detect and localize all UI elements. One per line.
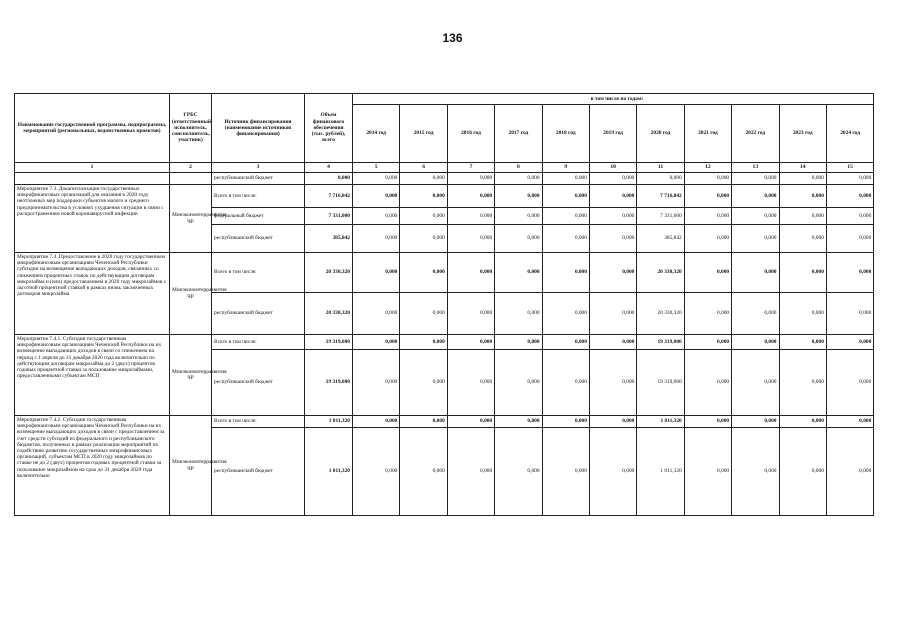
value-cell: 0,000 (589, 350, 636, 416)
value-cell: 385,842 (637, 225, 684, 253)
value-cell: 0,000 (826, 185, 873, 208)
column-number: 2 (170, 163, 212, 173)
value-cell: 0,000 (542, 185, 589, 208)
table-row (15, 416, 874, 428)
value-cell: 0,000 (779, 416, 826, 428)
value-cell: 0,000 (400, 428, 447, 516)
column-number: 11 (637, 163, 684, 173)
value-cell: 0,000 (779, 335, 826, 350)
value-cell: 0,000 (826, 173, 873, 185)
column-number: 13 (732, 163, 779, 173)
grbs-cell: Минэкономтерразвития ЧР (170, 416, 212, 516)
header-year: 2024 год (826, 105, 873, 163)
value-cell: 0,000 (495, 293, 542, 335)
column-number: 9 (542, 163, 589, 173)
source-cell: республиканский бюджет (212, 293, 305, 335)
value-cell: 0,000 (684, 416, 731, 428)
value-cell: 0,000 (779, 173, 826, 185)
value-cell: 0,000 (589, 293, 636, 335)
table-row (15, 335, 874, 350)
value-cell: 0,000 (495, 185, 542, 208)
value-cell: 0,000 (684, 253, 731, 293)
value-cell: 0,000 (542, 350, 589, 416)
header-year: 2019 год (589, 105, 636, 163)
value-cell: 0,000 (826, 335, 873, 350)
column-number: 3 (212, 163, 305, 173)
value-cell: 0,000 (826, 208, 873, 225)
value-cell: 0,000 (400, 253, 447, 293)
header-name: Наименование государственной программы, подпрограммы, мероприятий (региональных, ведомственных проектов) (15, 94, 170, 163)
value-cell: 0,000 (589, 185, 636, 208)
value-cell: 0,000 (400, 185, 447, 208)
source-cell: республиканский бюджет (212, 173, 305, 185)
column-number: 14 (779, 163, 826, 173)
value-cell: 0,000 (542, 253, 589, 293)
grbs-cell: Минэкономтерразвития ЧР (170, 185, 212, 253)
value-cell: 0,000 (589, 208, 636, 225)
value-cell: 0,000 (495, 173, 542, 185)
value-cell: 1 011,320 (637, 416, 684, 428)
value-cell: 0,000 (779, 208, 826, 225)
column-number: 1 (15, 163, 170, 173)
value-cell: 0,000 (732, 428, 779, 516)
value-cell: 0,000 (353, 416, 400, 428)
value-cell: 0,000 (826, 416, 873, 428)
value-cell: 0,000 (542, 225, 589, 253)
value-cell: 0,000 (732, 416, 779, 428)
value-cell: 20 330,320 (637, 253, 684, 293)
value-cell: 0,000 (779, 225, 826, 253)
value-cell: 0,000 (353, 293, 400, 335)
column-number: 15 (826, 163, 873, 173)
value-cell: 0,000 (447, 185, 494, 208)
value-cell: 0,000 (779, 293, 826, 335)
value-cell: 0,000 (353, 208, 400, 225)
value-cell: 0,000 (826, 225, 873, 253)
value-cell: 0,000 (353, 173, 400, 185)
value-cell: 0,000 (589, 335, 636, 350)
value-cell: 0,000 (826, 293, 873, 335)
value-cell: 0,000 (447, 293, 494, 335)
total-cell: 19 319,000 (305, 335, 353, 350)
total-cell: 7 716,842 (305, 185, 353, 208)
value-cell: 0,000 (637, 173, 684, 185)
grbs-cell: Минэкономтерразвития ЧР (170, 253, 212, 335)
name-cell (15, 173, 170, 185)
value-cell: 0,000 (542, 416, 589, 428)
source-cell: республиканский бюджет (212, 428, 305, 516)
value-cell: 0,000 (353, 253, 400, 293)
measure-name: Мероприятие 7.4. Предоставление в 2020 году государственным микрофинансовым организациям Чеченской Республики субсидии на возмещение выпадающих доходов, связанных со снижением процентных ставок по действующим договорам микрозайма и (или) предоставлением в 2020 году микрозаймов с льготной процентной ставкой в рамках вновь заключенных договоров микрозайма (15, 253, 170, 335)
header-year: 2023 год (779, 105, 826, 163)
value-cell: 0,000 (732, 253, 779, 293)
value-cell: 7 331,000 (637, 208, 684, 225)
budget-table (14, 93, 874, 516)
table-row (15, 185, 874, 208)
header-grbs: ГРБС (ответственный исполнитель, соисполнитель, участник) (170, 94, 212, 163)
value-cell: 0,000 (447, 173, 494, 185)
grbs-cell: Минэкономтерразвития ЧР (170, 335, 212, 416)
value-cell: 0,000 (732, 208, 779, 225)
value-cell: 0,000 (447, 416, 494, 428)
value-cell: 0,000 (495, 428, 542, 516)
value-cell: 0,000 (495, 350, 542, 416)
value-cell: 0,000 (447, 253, 494, 293)
total-cell: 20 330,320 (305, 293, 353, 335)
value-cell: 0,000 (732, 335, 779, 350)
value-cell: 0,000 (400, 416, 447, 428)
value-cell: 0,000 (400, 335, 447, 350)
value-cell: 0,000 (732, 185, 779, 208)
source-cell: Всего в том числе: (212, 335, 305, 350)
value-cell: 0,000 (542, 293, 589, 335)
value-cell: 0,000 (447, 225, 494, 253)
value-cell: 0,000 (495, 208, 542, 225)
table-row (15, 173, 874, 185)
total-cell: 19 319,000 (305, 350, 353, 416)
value-cell: 0,000 (400, 173, 447, 185)
total-cell: 0,000 (305, 173, 353, 185)
total-cell: 1 011,320 (305, 416, 353, 428)
value-cell: 7 716,842 (637, 185, 684, 208)
value-cell: 0,000 (353, 350, 400, 416)
header-total: Объем финансового обеспечения (тыс. рублей), всего (305, 94, 353, 163)
header-year: 2020 год (637, 105, 684, 163)
value-cell: 0,000 (400, 208, 447, 225)
value-cell: 1 011,320 (637, 428, 684, 516)
column-number: 5 (353, 163, 400, 173)
source-cell: Всего в том числе: (212, 185, 305, 208)
value-cell: 0,000 (400, 225, 447, 253)
header-source: Источник финансирования (наименование источников финансирования) (212, 94, 305, 163)
value-cell: 0,000 (684, 208, 731, 225)
value-cell: 0,000 (495, 225, 542, 253)
total-cell: 385,842 (305, 225, 353, 253)
value-cell: 0,000 (779, 185, 826, 208)
value-cell: 0,000 (447, 208, 494, 225)
source-cell: Всего в том числе: (212, 416, 305, 428)
value-cell: 0,000 (353, 335, 400, 350)
value-cell: 0,000 (732, 350, 779, 416)
value-cell: 0,000 (495, 416, 542, 428)
column-number: 8 (495, 163, 542, 173)
value-cell: 0,000 (495, 253, 542, 293)
page-number: 136 (442, 31, 463, 45)
value-cell: 0,000 (732, 173, 779, 185)
value-cell: 0,000 (684, 428, 731, 516)
total-cell: 20 330,320 (305, 253, 353, 293)
value-cell: 0,000 (400, 350, 447, 416)
value-cell: 0,000 (779, 428, 826, 516)
value-cell: 19 319,000 (637, 350, 684, 416)
value-cell: 0,000 (684, 335, 731, 350)
value-cell: 0,000 (684, 350, 731, 416)
source-cell: Всего в том числе: (212, 253, 305, 293)
measure-name: Мероприятие 7.3. Докапитализация государственных микрофинансовых организаций для оказания в 2020 году неотложных мер поддержки субъектов малого и среднего предпринимательства в условиях ухудшения ситуации в связи с распространением новой коронавирусной инфекции (15, 185, 170, 253)
header-year: 2015 год (400, 105, 447, 163)
value-cell: 0,000 (447, 428, 494, 516)
value-cell: 0,000 (684, 173, 731, 185)
source-cell: федеральный бюджет (212, 208, 305, 225)
header-year: 2017 год (495, 105, 542, 163)
value-cell: 20 330,320 (637, 293, 684, 335)
header-year: 2021 год (684, 105, 731, 163)
value-cell: 0,000 (400, 293, 447, 335)
value-cell: 0,000 (684, 225, 731, 253)
value-cell: 0,000 (353, 185, 400, 208)
value-cell: 0,000 (589, 428, 636, 516)
value-cell: 0,000 (542, 173, 589, 185)
value-cell: 0,000 (684, 293, 731, 335)
header-year: 2018 год (542, 105, 589, 163)
header-year: 2022 год (732, 105, 779, 163)
grbs-cell (170, 173, 212, 185)
column-number: 6 (400, 163, 447, 173)
value-cell: 0,000 (542, 335, 589, 350)
column-number: 4 (305, 163, 353, 173)
header-year: 2016 год (447, 105, 494, 163)
value-cell: 0,000 (779, 350, 826, 416)
value-cell: 0,000 (542, 208, 589, 225)
column-number: 12 (684, 163, 731, 173)
measure-name: Мероприятие 7.4.2. Субсидия государственным микрофинансовым организациям Чеченской Республики на их возмещение выпадающих доходов в связи с предоставлением за счет средств субсидий из федерального и республиканского бюджетов, полученных в рамках реализации мероприятий по содействию развитию государственных микрофинансовых организаций, субъектам МСП в 2020 году микрозаймов по ставке не до 2 (двух) процентов годовых процентной ставки за пользование микрозаймом на срок до 31 декабря 2020 года включительно (15, 416, 170, 516)
value-cell: 0,000 (353, 428, 400, 516)
value-cell: 0,000 (684, 185, 731, 208)
value-cell: 0,000 (589, 225, 636, 253)
header-years-group: в том числе по годам: (353, 94, 874, 105)
value-cell: 0,000 (589, 416, 636, 428)
source-cell: республиканский бюджет (212, 225, 305, 253)
column-number: 10 (589, 163, 636, 173)
value-cell: 0,000 (826, 350, 873, 416)
total-cell: 1 011,320 (305, 428, 353, 516)
value-cell: 0,000 (826, 253, 873, 293)
value-cell: 0,000 (589, 173, 636, 185)
value-cell: 0,000 (353, 225, 400, 253)
value-cell: 0,000 (826, 428, 873, 516)
value-cell: 0,000 (732, 225, 779, 253)
value-cell: 0,000 (589, 253, 636, 293)
value-cell: 0,000 (447, 335, 494, 350)
value-cell: 0,000 (542, 428, 589, 516)
column-number: 7 (447, 163, 494, 173)
header-year: 2014 год (353, 105, 400, 163)
value-cell: 19 319,000 (637, 335, 684, 350)
value-cell: 0,000 (779, 253, 826, 293)
total-cell: 7 331,000 (305, 208, 353, 225)
table-row (15, 253, 874, 293)
measure-name: Мероприятие 7.4.1. Субсидия государственным микрофинансовым организациям Чеченской Республики на их возмещение выпадающих доходов в связи со снижением на период с 1 апреля до 31 декабря 2020 года включительно по действующим договорам микрозайма до 2 (двух) процентов годовых процентной ставки за пользование микрозаймами, предоставленными субъектам МСП (15, 335, 170, 416)
source-cell: республиканский бюджет (212, 350, 305, 416)
value-cell: 0,000 (447, 350, 494, 416)
value-cell: 0,000 (732, 293, 779, 335)
value-cell: 0,000 (495, 335, 542, 350)
